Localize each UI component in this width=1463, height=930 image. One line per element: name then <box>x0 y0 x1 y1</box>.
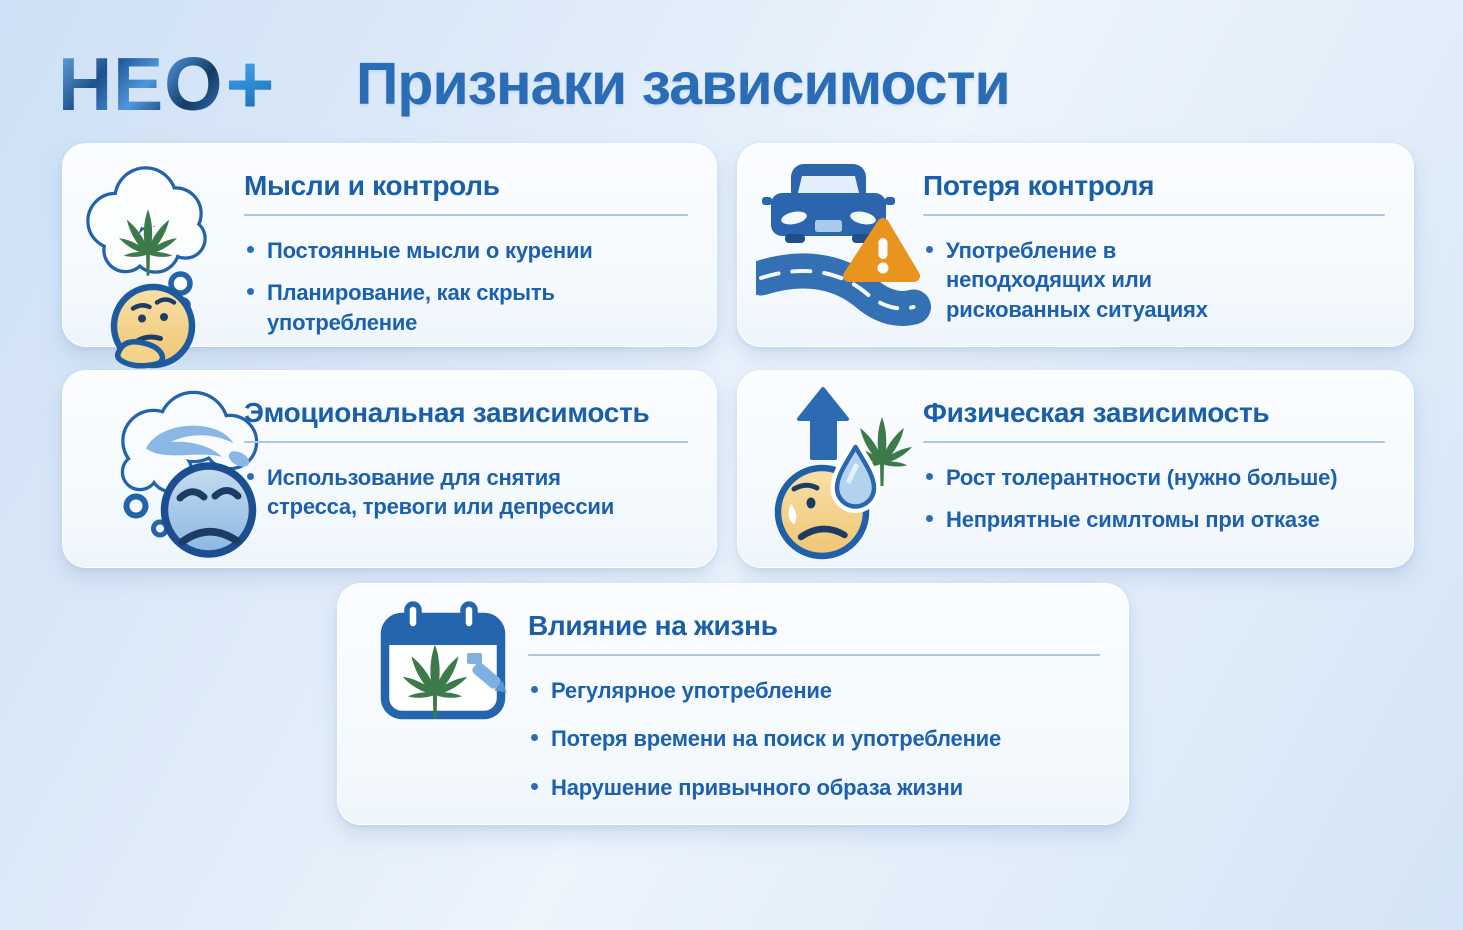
bullet-dot-icon <box>247 246 254 253</box>
card-title: Физическая зависимость <box>923 397 1270 428</box>
thinking-face-icon <box>114 287 192 366</box>
tolerance-growth-icon <box>763 383 938 563</box>
card-impact-on-life <box>337 583 1129 825</box>
bullet-text: Планирование, как скрыть употребление <box>267 280 555 335</box>
bullet-item <box>244 278 688 337</box>
divider <box>244 214 688 216</box>
card-title: Влияние на жизнь <box>528 610 778 641</box>
card-title: Потеря контроля <box>923 170 1155 201</box>
bullet-text: Регулярное употребление <box>551 678 832 703</box>
sad-face-icon <box>165 466 253 554</box>
bullet-dot-icon <box>247 473 254 480</box>
bullet-dot-icon <box>531 783 538 790</box>
bullet-text: Нарушение привычного образа жизни <box>551 774 963 800</box>
card-title: Мысли и контроль <box>244 170 500 201</box>
card-physical-dependence <box>737 370 1414 568</box>
bullet-list <box>923 236 1273 324</box>
page-title: Признаки зависимости <box>356 51 1010 117</box>
bullet-text: Неприятные симлтомы при отказе <box>946 507 1320 533</box>
bullet-item <box>244 463 644 522</box>
bullet-item <box>244 236 688 265</box>
divider <box>244 441 688 443</box>
card-emotional-dependence <box>62 370 717 568</box>
bullet-dot-icon <box>926 473 933 480</box>
bullet-dot-icon <box>531 734 538 741</box>
bullet-list <box>528 676 1100 802</box>
neo-plus-logo <box>58 38 275 130</box>
bullet-dot-icon <box>531 686 538 693</box>
bullet-list <box>244 236 688 337</box>
calendar-cannabis-icon <box>379 599 509 721</box>
card-title: Эмоциональная зависимость <box>244 397 650 428</box>
car-road-warning-icon <box>756 159 941 334</box>
flag-icon <box>467 653 482 664</box>
bullet-item <box>528 676 1100 705</box>
bullet-dot-icon <box>926 515 933 522</box>
bullet-text: Использование для снятия стресса, тревоги или депрессии <box>267 465 615 520</box>
bullet-dot-icon <box>926 246 933 253</box>
bullet-item <box>923 463 1385 492</box>
card-loss-of-control <box>737 143 1414 347</box>
bullet-dot-icon <box>247 288 254 295</box>
card-thoughts-and-control <box>62 143 717 347</box>
bullet-item <box>923 236 1273 324</box>
bullet-list <box>244 463 644 522</box>
calendar-icon <box>385 604 501 715</box>
bullet-item <box>923 505 1385 534</box>
logo-plus-icon: + <box>225 37 275 131</box>
bullet-list <box>923 463 1385 535</box>
divider <box>528 654 1100 656</box>
bullet-item <box>528 773 1100 802</box>
logo-text: НЕО <box>58 42 224 126</box>
bullet-text: Рост толерантности (нужно больше) <box>946 465 1338 490</box>
up-arrow-icon <box>799 389 847 458</box>
divider <box>923 214 1385 216</box>
bullet-item <box>528 724 1100 753</box>
bullet-text: Потеря времени на поиск и употребление <box>551 726 1002 752</box>
bullet-text: Постоянные мысли о курении <box>267 238 593 263</box>
divider <box>923 441 1385 443</box>
thinking-face-thought-bubble-cannabis-icon <box>83 161 213 371</box>
bullet-text: Употребление в неподходящих или рискованных ситуациях <box>946 238 1208 322</box>
